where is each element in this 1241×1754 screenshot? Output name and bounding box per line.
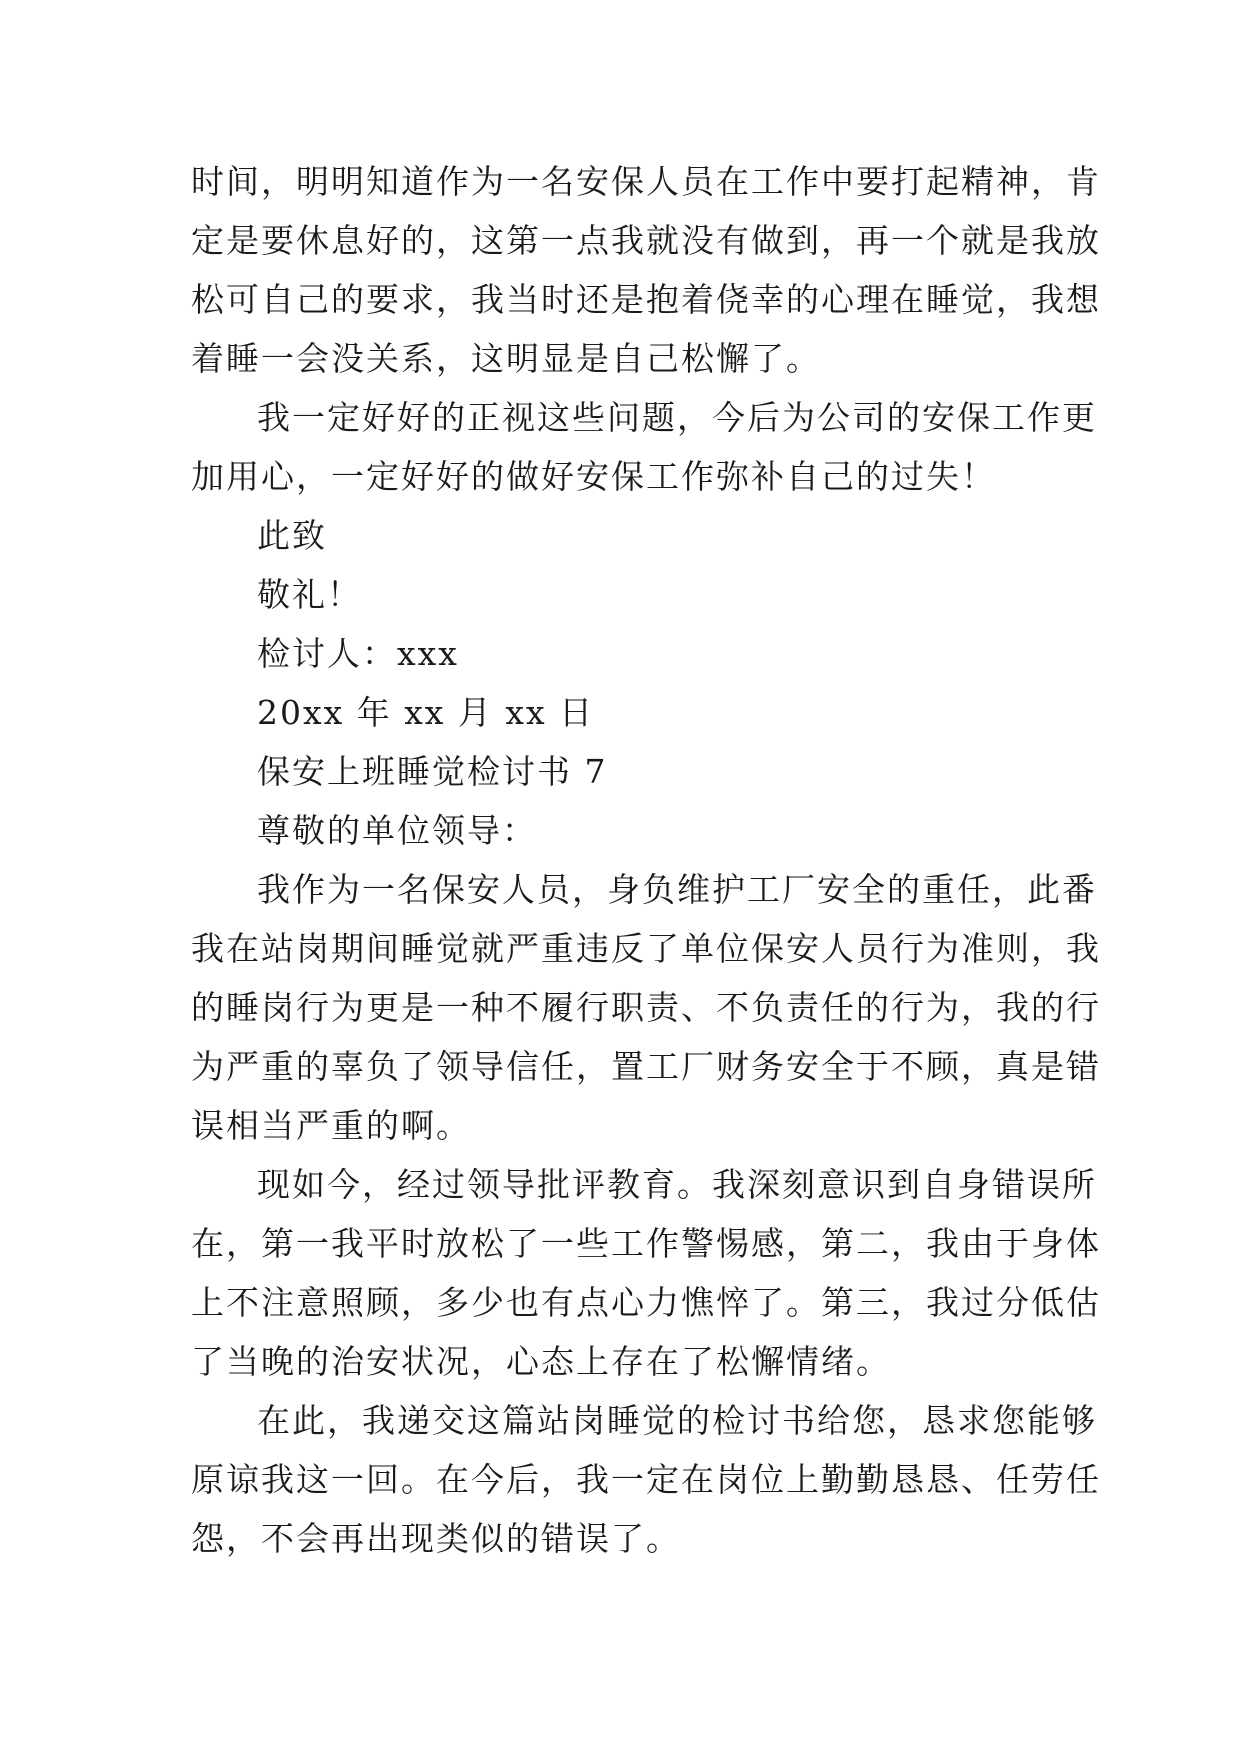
text-line: 时间，明明知道作为一名安保人员在工作中要打起精神，肯	[191, 162, 1101, 201]
text-line: 在，第一我平时放松了一些工作警惕感，第二，我由于身体	[191, 1224, 1101, 1263]
text-line: 加用心，一定好好的做好安保工作弥补自己的过失！	[191, 457, 996, 496]
text-line: 在此，我递交这篇站岗睡觉的检讨书给您，恳求您能够	[257, 1401, 1097, 1440]
text-line: 20xx 年 xx 月 xx 日	[257, 693, 595, 732]
paragraph	[191, 1391, 1101, 1568]
paragraph	[191, 1155, 1101, 1391]
text-line: 为严重的辜负了领导信任，置工厂财务安全于不顾，真是错	[191, 1047, 1101, 1086]
text-line: 检讨人：xxx	[257, 634, 459, 673]
signature-date	[191, 683, 1051, 742]
text-line: 误相当严重的啊。	[191, 1106, 471, 1145]
text-line: 此致	[257, 516, 327, 555]
text-line: 上不注意照顾，多少也有点心力憔悴了。第三，我过分低估	[191, 1283, 1101, 1322]
text-line: 了当晚的治安状况，心态上存在了松懈情绪。	[191, 1342, 891, 1381]
text-line: 尊敬的单位领导：	[257, 811, 537, 850]
document-body	[191, 152, 1101, 1568]
paragraph	[191, 152, 1101, 388]
paragraph	[191, 860, 1101, 1155]
closing-salutation	[191, 506, 1051, 565]
text-line: 松可自己的要求，我当时还是抱着侥幸的心理在睡觉，我想	[191, 280, 1101, 319]
text-line: 我作为一名保安人员，身负维护工厂安全的重任，此番	[257, 870, 1097, 909]
paragraph	[191, 388, 1097, 506]
text-line: 现如今，经过领导批评教育。我深刻意识到自身错误所	[257, 1165, 1097, 1204]
text-line: 我在站岗期间睡觉就严重违反了单位保安人员行为准则，我	[191, 929, 1101, 968]
text-line: 敬礼！	[257, 575, 362, 614]
section-title	[191, 742, 1051, 801]
text-line: 怨，不会再出现类似的错误了。	[191, 1519, 681, 1558]
closing-regards	[191, 565, 1051, 624]
text-line: 的睡岗行为更是一种不履行职责、不负责任的行为，我的行	[191, 988, 1101, 1027]
text-line: 保安上班睡觉检讨书 7	[257, 752, 608, 791]
greeting	[191, 801, 1051, 860]
signature-author	[191, 624, 1051, 683]
text-line: 定是要休息好的，这第一点我就没有做到，再一个就是我放	[191, 221, 1101, 260]
text-line: 着睡一会没关系，这明显是自己松懈了。	[191, 339, 821, 378]
text-line: 我一定好好的正视这些问题，今后为公司的安保工作更	[257, 398, 1097, 437]
text-line: 原谅我这一回。在今后，我一定在岗位上勤勤恳恳、任劳任	[191, 1460, 1101, 1499]
